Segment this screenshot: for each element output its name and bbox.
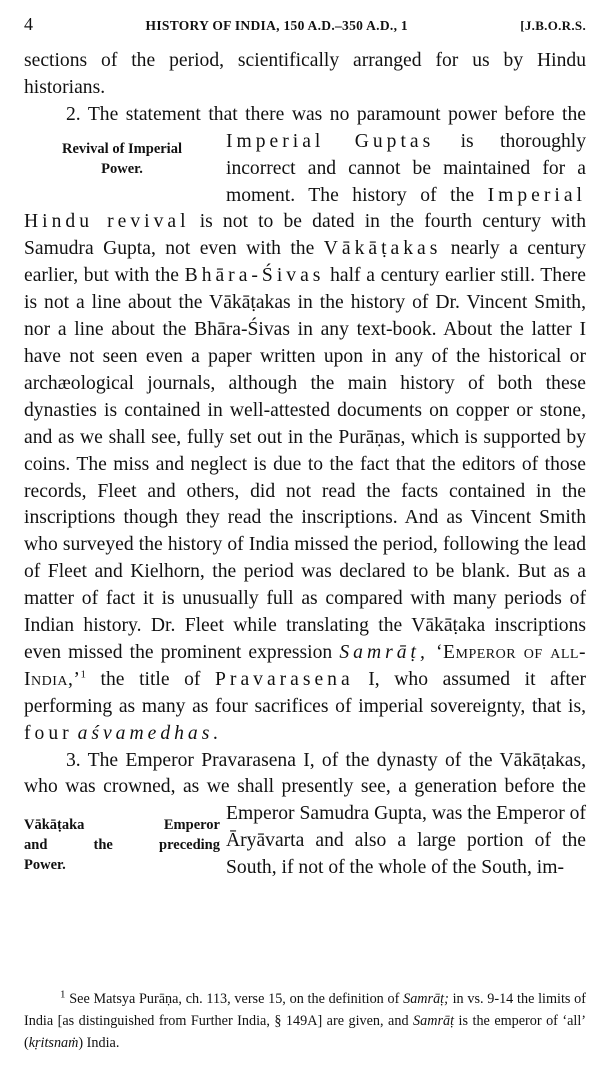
emphasis-emperor-of-all-india: ‘Emperor of all-India,’ <box>24 641 586 690</box>
term-samrat: Samrāṭ; <box>403 991 449 1007</box>
paragraph-number: 3. <box>66 749 81 771</box>
page <box>24 14 586 919</box>
term-samrat: Samrāṭ, <box>339 641 429 663</box>
journal-abbrev: [J.B.O.R.S. <box>520 18 586 33</box>
paragraph-2: 2. The statement that there was no paramount power before the Revival of Imperial Power. Imperial Guptas is thoroughly incorrect and cannot be maintained for a moment. The history of the Imperial Hindu revival is not to be dated in the fourth century with Samudra Gupta, not even with the Vākāṭakas nearly a century earlier, but with the Bhāra-Śivas half a century earlier still. There is not a line about the Vākāṭakas in the history of Dr. Vincent Smith, nor a line about the Bhāra-Śivas in any text-book. About the latter I have not seen even a paper written upon in any of the historical or archæological journals, although the main history of both these dynasties is contained in well-attested documents on copper or stone, and as we shall see, fully set out in the Purāṇas, which is supported by coins. The miss and neglect is due to the fact that the editors of those records, Fleet and others, did not read the facts contained in the inscriptions though they read the inscriptions. And as Vincent Smith who surveyed the history of India missed the period, following the lead of Fleet and Kielhorn, the period was declared to be blank. But as a matter of fact it is unusually full as compared with many periods of Indian history. Dr. Fleet while translating the Vākāṭaka inscriptions even missed the prominent expression Samrāṭ, ‘Emperor of all-India,’$^1$ the title of Pravarasena I, who assumed it after performing as many as four sacrifices of imperial sovereignty, that is, four aśvamedhas. <box>24 103 587 744</box>
emphasis-imperial-hindu-revival: Imperial Hindu revival <box>24 184 586 233</box>
paragraph-3: 3. The Emperor Pravarasena I, of the dynasty of the Vākāṭakas, who was crowned, as we shall presently see, a Vākāṭaka Emperor and the preceding Power. generation before the Emperor Samudra Gupta, was the Emperor of Āryāvarta and also a large portion of the South, if not of the whole of the South, im- <box>24 748 586 883</box>
footnote-mark: 1 <box>60 988 66 1001</box>
emphasis-pravarasena: Pravarasena <box>215 668 354 690</box>
margin-note-vakataka-emperor: Vākāṭaka Emperor and the preceding Power. <box>24 817 220 874</box>
term-samrat: Samrāṭ <box>413 1013 455 1029</box>
running-title: HISTORY OF INDIA, 150 A.D.–350 A.D., 1 <box>145 18 408 33</box>
paragraph-continuation: sections of the period, scientifically arranged for us by Hindu historians. <box>24 50 586 98</box>
emphasis-vakatakas: Vākāṭakas <box>323 238 442 260</box>
running-header <box>24 14 586 38</box>
emphasis-imperial-guptas: Imperial Guptas <box>226 130 435 152</box>
paragraph-number: 2. <box>66 103 81 125</box>
emphasis-bhara-sivas: Bhāra-Śivas <box>184 265 325 287</box>
margin-note-revival: Revival of Imperial Power. <box>61 140 182 177</box>
footnote-ref: 1 <box>80 668 86 681</box>
body-text <box>24 48 586 882</box>
term-asvamedhas: aśvamedhas. <box>77 722 223 744</box>
term-kritsnam: kṛitsnaṁ <box>28 1035 79 1051</box>
footnote: $^1$ See Matsya Purāṇa, ch. 113, verse 15, on the definition of Samrāṭ; in vs. 9-14 the limits of India [as distinguished from Further India, § 149A] are given, and Samrāṭ is the emperor of ‘all’ (kṛitsnaṁ) India. <box>24 988 587 1051</box>
page-number: 4 <box>24 14 34 34</box>
emphasis-four: four <box>24 722 73 744</box>
